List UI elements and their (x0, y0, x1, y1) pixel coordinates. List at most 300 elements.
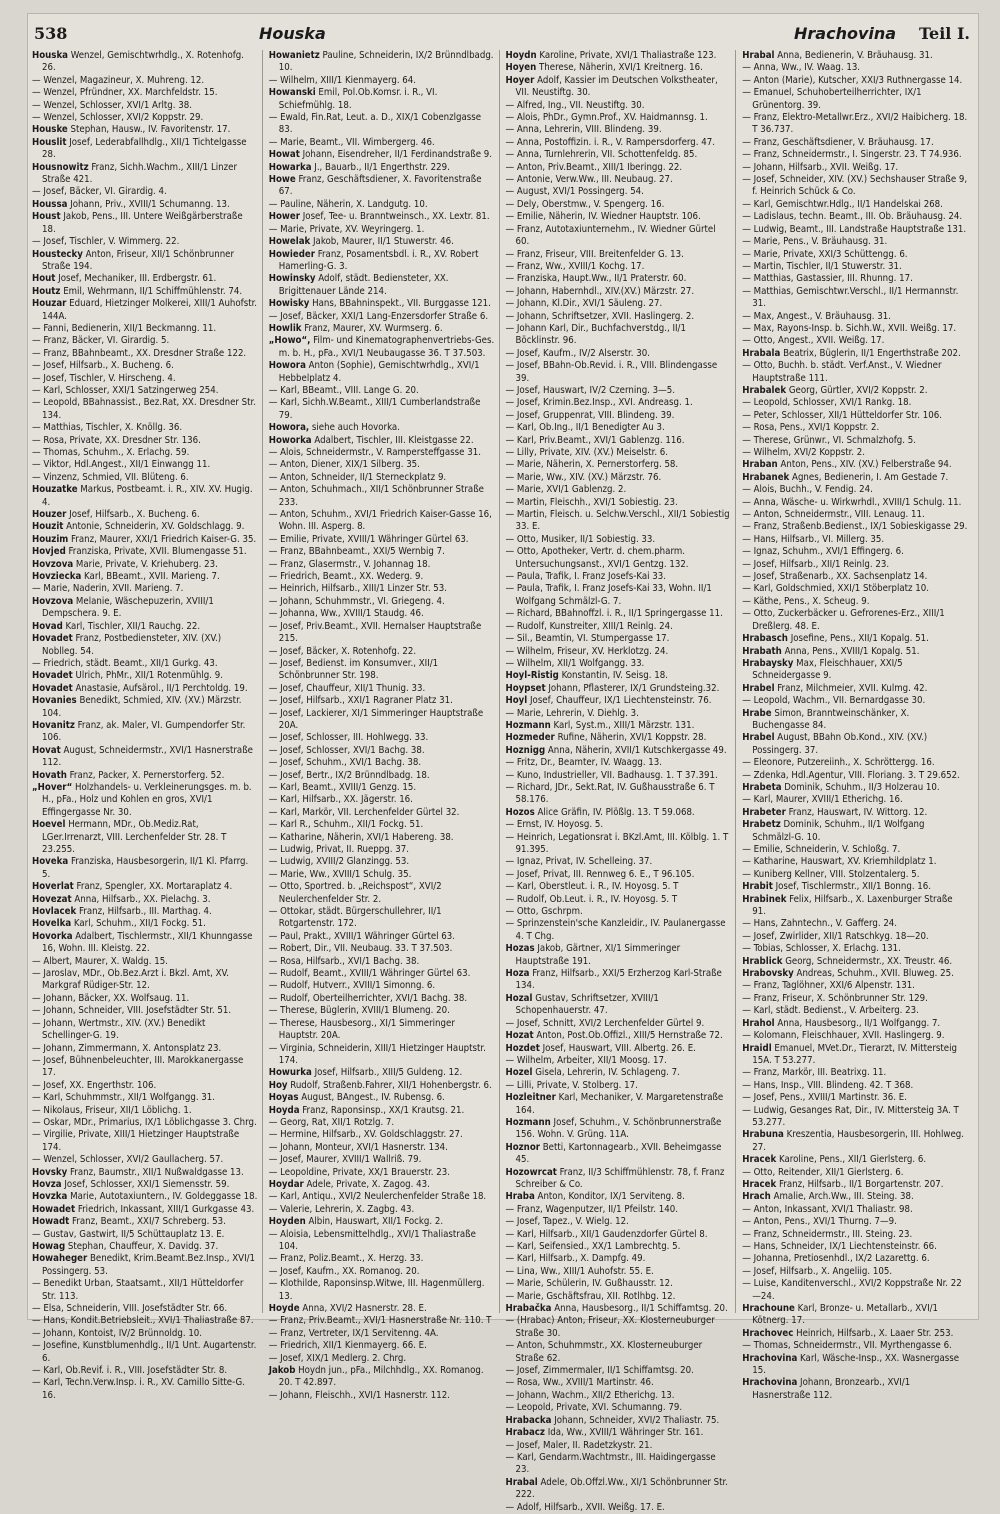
right-running-head: Hrachovina (794, 24, 897, 43)
column-1 (32, 50, 263, 1401)
directory-entry: — Fanni, Bedienerin, XII/1 Beckmanng. 11. (32, 322, 217, 334)
directory-entry: Hovanitz Franz, ak. Maler, VI. Gumpendorfer Str. 106. (32, 719, 246, 744)
directory-entry: — Lina, Ww., XIII/1 Auhofstr. 55. E. (505, 1265, 654, 1277)
entry-surname: Hoyas (268, 1092, 299, 1104)
directory-entry: — Aloisia, Lebensmittelhdlg., XVI/1 Thaliastraße 104. (268, 1228, 476, 1252)
directory-entry: Howorka Adalbert, Tischler, III. Kleistgasse 22. (268, 434, 474, 446)
directory-entry: Hovorka Adalbert, Tischlermstr., XII/1 Khunngasse 16, Wohn. III. Kleistg. 22. (32, 930, 253, 955)
entry-surname: Hozowrcat (505, 1166, 557, 1178)
directory-entry: — Friedrich, XII/1 Kienmayerg. 66. E. (268, 1340, 427, 1352)
directory-entry: Howlik Franz, Maurer, XV. Wurmserg. 6. (268, 322, 443, 334)
directory-entry: Hovadet Anastasie, Aufsärol., II/1 Perchtoldg. 19. (32, 682, 248, 694)
directory-entry: — Therese, Grünwr., VI. Schmalzhofg. 5. (742, 434, 916, 446)
directory-entry: — Oskar, MDr., Primarius, IX/1 Löblichgasse 3. Chrg. (32, 1116, 257, 1128)
entry-surname: Hrahol (742, 1017, 775, 1029)
entry-surname: Howanietz (268, 50, 320, 61)
directory-entry: — Franz, Wagenputzer, II/1 Pfeilstr. 140. (505, 1203, 678, 1215)
directory-entry: Howinsky Adolf, städt. Bediensteter, XX. Brigittenauer Lände 214. (268, 273, 449, 297)
directory-entry: — Wenzel, Schlosser, XVI/2 Koppstr. 29. (32, 112, 204, 124)
entry-surname: Howanski (268, 87, 316, 99)
entry-surname: Hrachovec (742, 1327, 794, 1339)
directory-entry: Hovzka Marie, Autotaxiuntern., IV. Goldeggasse 18. (32, 1191, 258, 1203)
directory-entry: — Josef, Kaufm., IV/2 Alserstr. 30. (505, 347, 650, 359)
entry-surname: Howora (268, 360, 306, 372)
entry-surname: Hrabeter (742, 806, 786, 818)
directory-entry: — Josef, Straßenarb., XX. Sachsenplatz 14. (742, 571, 928, 583)
directory-entry: — Johann, Wachm., XII/2 Etherichg. 13. (505, 1389, 675, 1401)
entry-surname: Hrablick (742, 955, 783, 967)
directory-entry: — Leopold, Wachm., VII. Bernardgasse 30. (742, 695, 926, 707)
directory-entry: Hoyen Therese, Näherin, XVI/1 Kreitnerg. 16. (505, 62, 703, 74)
entry-surname: Hrabe (742, 707, 772, 719)
directory-entry: — Martin, Fleischh., XVI/1 Sobiestig. 23. (505, 496, 678, 508)
directory-page (28, 14, 978, 1513)
directory-entry: — Ewald, Fin.Rat, Leut. a. D., XIX/1 Cobenzlgasse 83. (268, 112, 482, 136)
entry-surname: Hrachovina (742, 1377, 798, 1389)
directory-entry: Hozel Gisela, Lehrerin, IV. Schlageng. 7. (505, 1067, 680, 1079)
directory-entry: — Karl, Antiqu., XVI/2 Neulerchenfelder Straße 18. (268, 1191, 487, 1203)
directory-entry: — Käthe, Pens., X. Scheug. 9. (742, 595, 870, 607)
directory-entry: Houska Wenzel, Gemischtwrhdlg., X. Rotenhofg. 26. (32, 50, 245, 74)
directory-entry: — Karl, Seifensied., XX/1 Lambrechtg. 5. (505, 1241, 681, 1252)
directory-entry: — Rudolf, Kunstreiter, XIII/1 Reinlg. 24. (505, 620, 673, 632)
column-2 (268, 50, 500, 1401)
directory-entry: — Anna, Lehrerin, VIII. Blindeng. 39. (505, 124, 662, 136)
directory-entry: — Valerie, Lehrerin, X. Zagbg. 43. (268, 1203, 415, 1215)
directory-entry: — Marie, Gschäftsfrau, XII. Rotlhbg. 12. (505, 1290, 676, 1302)
directory-entry: — Ludwig, XVIII/2 Glanzingg. 53. (268, 856, 410, 868)
directory-entry: — Anton, Schuhmmstr., XX. Klosterneuburger Straße 62. (505, 1340, 703, 1364)
directory-entry: — Karl, Gemischtwr.Hdlg., II/1 Handelskai 268. (742, 198, 943, 210)
directory-entry: — Josef, Hauswart, IV/2 Czerning. 3—5. (505, 384, 676, 396)
entry-surname: Hovza (32, 1178, 62, 1190)
entry-surname: Hozmann (505, 1116, 551, 1128)
entry-surname: Hrabuna (742, 1129, 784, 1141)
directory-entry: Hozmeder Rufine, Näherin, XVI/1 Koppstr. 28. (505, 732, 707, 744)
directory-entry: — Eleonore, Putzereiinh., X. Schröttergg. 16. (742, 757, 935, 769)
entry-surname: Hovat (32, 744, 61, 756)
entry-surname: Houstecky (32, 248, 83, 260)
directory-entry: — Emilie, Private, XVIII/1 Währinger Gürtel 63. (268, 533, 469, 545)
directory-entry: — Josef, Tapez., V. Wielg. 12. (505, 1216, 629, 1228)
directory-entry: — Friedrich, städt. Beamt., XII/1 Gurkg. 43. (32, 657, 218, 669)
directory-entry: Hoznor Betti, Kartonnagearb., XVII. Beheimgasse 45. (505, 1141, 722, 1166)
entry-surname: „Hover“ (32, 781, 73, 793)
directory-entry: — Anton, Pens., XVI/1 Thurng. 7—9. (742, 1216, 897, 1228)
directory-entry: — Karl, Ob.Ing., II/1 Benedigter Au 3. (505, 422, 665, 434)
entry-surname: Hozal (505, 992, 533, 1004)
entry-surname: Hovsky (32, 1166, 68, 1178)
directory-entry: — Rosa, Pens., XVI/1 Koppstr. 2. (742, 422, 880, 434)
directory-entry: — Leopold, Schlosser, XVI/1 Rankg. 18. (742, 397, 912, 409)
directory-entry: Hovadet Ulrich, PhMr., XII/1 Rotenmühlg. 9. (32, 670, 223, 682)
entry-surname: Hozas (505, 943, 535, 955)
entry-surname: Houzit (32, 521, 64, 533)
directory-entry: — Heinrich, Legationsrat i. BKzl.Amt, III. Kölblg. 1. T 91.395. (505, 831, 729, 855)
directory-entry: — Franz, Autotaxiunternehm., IV. Wiedner Gürtel 60. (505, 223, 716, 248)
entry-surname: Hraba (505, 1191, 535, 1203)
directory-entry: — Anton, Schneider, II/1 Sterneckplatz 9. (268, 471, 447, 483)
entry-surname: Hoyde (268, 1303, 300, 1315)
directory-entry: — Franz, Schneidermstr., I. Singerstr. 23. T 74.936. (742, 149, 962, 161)
entry-surname: Hrabel (742, 682, 775, 694)
directory-entry: — Otto, Musiker, II/1 Sobiestig. 33. (505, 533, 656, 545)
directory-entry: — Franz, Poliz.Beamt., X. Herzg. 33. (268, 1253, 424, 1265)
directory-entry: Hovath Franz, Packer, X. Pernerstorferg. 52. (32, 769, 225, 781)
directory-entry: — Viktor, Hdl.Angest., XII/1 Einwangg 11. (32, 459, 211, 471)
directory-entry: Howadet Friedrich, Inkassant, XIII/1 Gurkgasse 43. (32, 1203, 255, 1215)
directory-entry: — (Hrabac) Anton, Friseur, XX. Klosterneuburger Straße 30. (505, 1315, 715, 1339)
directory-entry: — Thomas, Schuhm., X. Erlachg. 59. (32, 447, 190, 458)
entry-surname: Hoyda (268, 1104, 300, 1116)
directory-entry: — Johann, Fleischh., XVI/1 Hasnerstr. 112. (268, 1389, 450, 1401)
entry-surname: Hracek (742, 1178, 777, 1190)
directory-entry: — Josef, Hilfsarb., XII/1 Reinlg. 23. (742, 558, 890, 570)
directory-entry: Houssa Johann, Priv., XVIII/1 Schumanng. 13. (32, 198, 230, 210)
entry-surname: Hovzka (32, 1191, 68, 1203)
entry-surname: Howieder (268, 248, 315, 260)
directory-entry: Hracek Karoline, Pens., XII/1 Gierlsterg. 6. (742, 1154, 927, 1166)
directory-entry: — Anna, Turnlehrerin, VII. Schottenfeldg. 85. (505, 149, 698, 161)
directory-entry: — Richard, BBahnoffzl. i. R., II/1 Springergasse 11. (505, 608, 723, 620)
directory-entry: Howora Anton (Sophie), Gemischtwrhdlg., XVI/1 Hebbelplatz 4. (268, 360, 480, 384)
directory-entry: — Ernst, IV. Hoyosg. 5. (505, 819, 604, 831)
entry-surname: Hovzova (32, 558, 74, 570)
directory-entry: Hrabovsky Andreas, Schuhm., XVII. Bluweg. 25. (742, 968, 954, 980)
directory-entry: — Ludwig, Beamt., III. Landstraße Hauptstraße 131. (742, 223, 967, 235)
entry-surname: Hovadet (32, 682, 73, 694)
directory-entry: — Leopoldine, Private, XX/1 Brauerstr. 23. (268, 1166, 450, 1178)
directory-entry: — Nikolaus, Friseur, XII/1 Löblichg. 1. (32, 1104, 192, 1116)
directory-entry: — Karl, Oberstleut. i. R., IV. Hoyosg. 5. T (505, 881, 679, 893)
entry-surname: Hrachovina (742, 1352, 798, 1364)
directory-entry: Hrachovina Johann, Bronzearb., XVI/1 Hasnerstraße 112. (742, 1377, 911, 1401)
directory-entry: Hoy Rudolf, Straßenb.Fahrer, XII/1 Hohenbergstr. 6. (268, 1079, 492, 1091)
directory-entry: — Josef, Bedienst. im Konsumver., XII/1 Schönbrunner Str. 198. (268, 657, 439, 682)
directory-entry: — Ignaz, Schuhm., XVI/1 Effingerg. 6. (742, 546, 904, 558)
directory-entry: — Josef, Zwirlider, XII/1 Ratschkyg. 18—20. (742, 930, 929, 942)
directory-entry: — Franz, BBahnbeamt., XX. Dresdner Straße 122. (32, 347, 247, 359)
directory-entry: Hrabal Adele, Ob.Offzl.Ww., XI/1 Schönbrunner Str. 222. (505, 1476, 728, 1501)
directory-entry: Hoyl Josef, Chauffeur, IX/1 Liechtensteinstr. 76. (505, 695, 712, 707)
entry-surname: Hovorka (32, 930, 73, 942)
entry-surname: Hoza (505, 968, 530, 980)
entry-surname: Hrabacz (505, 1427, 545, 1439)
directory-entry: — Luise, Kanditenverschl., XVI/2 Koppstraße Nr. 22—24. (742, 1278, 962, 1302)
directory-entry: Hrabeta Dominik, Schuhm., II/3 Holzerau 10. (742, 781, 940, 793)
directory-entry: — Emanuel, Schuhoberteilherrichter, IX/1 Grünentorg. 39. (742, 87, 922, 111)
directory-entry: — Otto, Gschrpm. (505, 906, 583, 918)
entry-surname: Hrabačka (505, 1303, 552, 1315)
directory-entry: — Johann, Zimmermann, X. Antonsplatz 23. (32, 1042, 222, 1054)
entry-surname: Houzer (32, 509, 67, 521)
directory-entry: — Johann, Hilfsarb., XVII. Weißg. 17. (742, 161, 899, 173)
directory-entry: Hrabala Beatrix, Büglerin, II/1 Engerthstraße 202. (742, 347, 961, 359)
directory-entry: — Karl, Ob.Revif. i. R., VIII. Josefstädter Str. 8. (32, 1365, 228, 1377)
directory-entry: — Josef, Privat, III. Rennweg 6. E., T 96.105. (505, 868, 695, 880)
directory-entry: — Josef, XIX/1 Medlerg. 2. Chrg. (268, 1352, 407, 1364)
directory-entry: — Josef, Bühnenbeleuchter, III. Marokkanergasse 17. (32, 1054, 244, 1079)
directory-entry: — Johann, Kontoist, IV/2 Brünnoldg. 10. (32, 1327, 203, 1339)
entry-surname: Howurka (268, 1067, 312, 1079)
directory-entry: — Rudolf, Oberteilherrichter, XVI/1 Bachg. 38. (268, 992, 468, 1004)
directory-entry: Howag Stephan, Chauffeur, X. Davidg. 37. (32, 1241, 219, 1252)
entry-surname: Hrabal (742, 50, 775, 61)
directory-entry: — Josef, Bertr., IX/2 Brünndlbadg. 18. (268, 769, 430, 781)
directory-entry: — Marie, XVI/1 Gablenzg. 2. (505, 484, 627, 496)
entry-surname: Hraidl (742, 1042, 772, 1054)
directory-entry: Howadt Franz, Beamt., XXI/7 Schreberg. 53. (32, 1216, 226, 1228)
directory-entry: Hoyer Adolf, Kassier im Deutschen Volkstheater, VII. Neustiftg. 30. (505, 74, 718, 99)
directory-entry: — Wenzel, Magazineur, X. Muhreng. 12. (32, 74, 205, 86)
entry-surname: Hovjed (32, 546, 66, 558)
directory-entry: — Ignaz, Privat, IV. Schelleing. 37. (505, 856, 653, 868)
directory-entry: Howurka Josef, Hilfsarb., XIII/5 Guldeng. 12. (268, 1067, 463, 1079)
directory-entry: Howanietz Pauline, Schneiderin, IX/2 Brünndlbadg. 10. (268, 50, 494, 74)
directory-entry: Hraba Anton, Konditor, IX/1 Serviteng. 8. (505, 1191, 685, 1203)
entry-surname: Hrabovsky (742, 968, 794, 980)
entry-surname: Hrabasch (742, 633, 788, 645)
directory-entry: Hovzova Melanie, Wäschepuzerin, XVIII/1 Dempschera. 9. E. (32, 595, 214, 620)
entry-surname: Howelak (268, 236, 311, 248)
directory-entry: — Jaroslav, MDr., Ob.Bez.Arzt i. Bkzl. Amt, XV. Markgraf Rüdiger-Str. 12. (32, 968, 229, 992)
directory-entry: — Josef, Schlosser, XVI/1 Bachg. 38. (268, 744, 425, 756)
directory-entry: — Franz, Bäcker, VI. Girardig. 5. (32, 335, 170, 347)
page-number: 538 (34, 24, 68, 43)
directory-entry: — Ottokar, städt. Bürgerschullehrer, II/1 Rotgartenstr. 172. (268, 906, 442, 930)
directory-entry: Hrabanek Agnes, Bedienerin, I. Am Gestade 7. (742, 471, 949, 483)
directory-entry: — Ludwig, Privat, II. Rueppg. 37. (268, 844, 409, 855)
directory-entry: „Hover“ Holzhandels- u. Verkleinerungsges. m. b. H., pFa., Holz und Kohlen en gros, XVI/1 Effingergasse Nr. 30. (32, 781, 252, 818)
directory-entry: — Rudolf, Hutverr., XVIII/1 Simonng. 6. (268, 980, 436, 992)
directory-entry: — Ladislaus, techn. Beamt., III. Ob. Bräuhausg. 24. (742, 211, 963, 223)
directory-entry: Hout Josef, Mechaniker, III. Erdbergstr. 61. (32, 273, 217, 285)
directory-entry: — Josef, Gruppenrat, VIII. Blindeng. 39. (505, 409, 675, 421)
directory-entry: — Rudolf, Beamt., XVIII/1 Währinger Gürtel 63. (268, 968, 471, 980)
entry-surname: Hovlacek (32, 906, 77, 918)
directory-entry: Hoydar Adele, Private, X. Zagog. 43. (268, 1178, 430, 1190)
directory-entry: Hozal Gustav, Schriftsetzer, XVIII/1 Schopenhauerstr. 47. (505, 992, 659, 1017)
directory-entry: — Katharine, Hauswart, XV. Kriemhildplatz 1. (742, 856, 937, 868)
entry-surname: Hrabal (505, 1476, 538, 1488)
directory-entry: Hrabaysky Max, Fleischhauer, XXI/5 Schneidergasse 9. (742, 657, 903, 682)
entry-surname: Hrabit (742, 881, 773, 893)
directory-entry: — Josef, XX. Engerthstr. 106. (32, 1079, 157, 1091)
directory-entry: — Franz, Straßenb.Bedienst., IX/1 Sobieskigasse 29. (742, 521, 968, 533)
directory-entry: — Josef, Bäcker, VI. Girardig. 4. (32, 186, 167, 198)
directory-entry: — Josef, Schuhm., XVI/1 Bachg. 38. (268, 757, 422, 769)
entry-surname: Hovanitz (32, 719, 75, 731)
entry-surname: Hovanies (32, 695, 77, 707)
directory-entry: — Martin, Fleisch. u. Selchw.Verschl., XII/1 Sobiestig 33. E. (505, 509, 730, 533)
directory-entry: — Josef, Bäcker, XXI/1 Lang-Enzersdorfer Straße 6. (268, 310, 489, 322)
directory-entry: — Matthias, Tischler, X. Knöllg. 36. (32, 422, 183, 434)
directory-entry: Houzim Franz, Maurer, XXI/1 Friedrich Kaiser-G. 35. (32, 533, 257, 545)
directory-entry: — Karl, Goldschmied, XXI/1 Stöberplatz 10. (742, 583, 930, 595)
part-label: Teil I. (918, 24, 970, 43)
directory-entry: — Otto, Buchh. b. städt. Verf.Anst., V. Wiedner Hauptstraße 111. (742, 360, 942, 384)
directory-entry: — Matthias, Gemischtwr.Verschl., II/1 Hermannstr. 31. (742, 285, 959, 310)
directory-entry: — Marie, Naderin, XVII. Marieng. 7. (32, 583, 184, 595)
entry-surname: Houssa (32, 198, 68, 210)
directory-entry: — Franz, Friseur, X. Schönbrunner Str. 129. (742, 992, 928, 1004)
entry-surname: Hozat (505, 1030, 534, 1042)
entry-surname: Hoyer (505, 74, 535, 86)
directory-entry: — Josef, Schneider, XIV. (XV.) Sechshauser Straße 9, f. Heinrich Schück & Co. (742, 174, 968, 198)
directory-entry: — Elsa, Schneiderin, VIII. Josefstädter Str. 66. (32, 1303, 228, 1315)
directory-entry: — Wilhelm, XII/1 Wolfgangg. 33. (505, 657, 645, 669)
directory-entry: — Benedikt Urban, Staatsamt., XII/1 Hütteldorfer Str. 113. (32, 1278, 244, 1302)
directory-entry: — Johann, Wertmstr., XIV. (XV.) Benedikt Schellinger-G. 19. (32, 1017, 206, 1042)
directory-entry: — Anton, Schuhmach., XII/1 Schönbrunner Straße 233. (268, 484, 484, 508)
entry-surname: Howlik (268, 322, 302, 334)
entry-surname: Jakob (268, 1365, 296, 1377)
directory-entry: — Johanna, Ww., XVIII/1 Staudg. 46. (268, 608, 424, 620)
directory-entry: — Karl, Hilfsarb., X. Dampfg. 49. (505, 1253, 646, 1265)
directory-entry: — Alois, Buchh., V. Fendig. 24. (742, 484, 873, 496)
entry-surname: Houzar (32, 298, 67, 310)
directory-entry: Howat Johann, Eisendreher, II/1 Ferdinandstraße 9. (268, 149, 493, 161)
directory-entry: Hrabuna Kreszentia, Hausbesorgerin, III. Hohlweg. 27. (742, 1129, 964, 1153)
directory-entry: Hrabacka Johann, Schneider, XVI/2 Thaliastr. 75. (505, 1414, 720, 1426)
directory-entry: — Johann, Bäcker, XX. Wolfsaug. 11. (32, 992, 190, 1004)
directory-entry: — Fritz, Dr., Beamter, IV. Waagg. 13. (505, 757, 663, 769)
directory-entry: Howisky Hans, BBahninspekt., VII. Burggasse 121. (268, 298, 491, 310)
directory-entry: Hoydn Karoline, Private, XVI/1 Thaliastraße 123. (505, 50, 717, 61)
directory-entry: — Josef, Chauffeur, XII/1 Thunig. 33. (268, 682, 426, 694)
directory-entry: — Johann, Habernhdl., XIV.(XV.) Märzstr. 27. (505, 285, 695, 297)
entry-surname: Howorka (268, 434, 312, 446)
directory-entry: — Karl, Beamt., XVIII/1 Genzg. 15. (268, 781, 417, 793)
directory-entry: Hovzova Marie, Private, V. Kriehuberg. 23. (32, 558, 218, 570)
directory-entry: — Vinzenz, Schmied, VII. Blüteng. 6. (32, 471, 189, 483)
directory-entry: Hrabinek Felix, Hilfsarb., X. Laxenburger Straße 91. (742, 893, 953, 918)
directory-entry: — Therese, Büglerin, XVIII/1 Blumeng. 20. (268, 1005, 450, 1017)
directory-entry: — Hans, Schneider, IX/1 Liechtensteinstr. 66. (742, 1241, 937, 1252)
directory-entry: Hovlacek Franz, Hilfsarb., III. Marthag. 4. (32, 906, 212, 918)
entry-surname: Howag (32, 1241, 66, 1252)
directory-entry: Howarka J., Bauarb., II/1 Engerthstr. 229. (268, 161, 450, 173)
directory-entry: Hovat August, Schneidermstr., XVI/1 Hasnerstraße 112. (32, 744, 253, 769)
directory-entry: — Emilie, Schneiderin, V. Schloßg. 7. (742, 844, 901, 855)
directory-entry: Houzar Eduard, Hietzinger Molkerei, XIII/1 Auhofstr. 144A. (32, 298, 257, 322)
directory-entry: Hrach Amalie, Arch.Ww., III. Steing. 38. (742, 1191, 914, 1203)
directory-entry: — Kolomann, Fleischhauer, XVII. Haslingerg. 9. (742, 1030, 945, 1042)
entry-surname: Howat (268, 149, 300, 161)
left-running-head: Houska (259, 24, 326, 43)
directory-entry: — Virginia, Schneiderin, XIII/1 Hietzinger Hauptstr. 174. (268, 1042, 486, 1066)
entry-surname: Houtz (32, 285, 61, 297)
directory-entry: — Josef, Tischler, V. Hirscheng. 4. (32, 372, 176, 384)
directory-entry: — Sprinzenstein'sche Kanzleidir., IV. Paulanergasse 4. T Chg. (505, 918, 726, 942)
directory-entry: — Josef, Krimin.Bez.Insp., XVI. Andreasg. 1. (505, 397, 693, 409)
entry-surname: Houske (32, 124, 68, 136)
entry-surname: Hrabath (742, 645, 782, 657)
directory-entry: Hovsky Franz, Baumstr., XII/1 Nußwaldgasse 13. (32, 1166, 244, 1178)
entry-surname: Howadt (32, 1216, 70, 1228)
directory-entry: — Otto, Sportred. b. „Reichspost“, XVI/2 Neulerchenfelder Str. 2. (268, 881, 442, 905)
directory-entry: — Josef, Schnitt, XVI/2 Lerchenfelder Gürtel 9. (505, 1017, 705, 1029)
entry-surname: Hoverlat (32, 881, 74, 893)
directory-entry: — Dely, Oberstmw., V. Spengerg. 16. (505, 198, 665, 210)
entry-surname: Hovad (32, 620, 63, 632)
entry-surname: Hozel (505, 1067, 533, 1079)
directory-entry: Hrachoune Karl, Bronze- u. Metallarb., XVI/1 Kötnerg. 17. (742, 1303, 939, 1327)
directory-entry: — Karl, Techn.Verw.Insp. i. R., XV. Camillo Sitte-G. 16. (32, 1377, 245, 1401)
directory-entry: — Karl, BBeamt., VIII. Lange G. 20. (268, 384, 419, 396)
directory-entry: — Johann, Kl.Dir., XVI/1 Säuleng. 27. (505, 298, 663, 310)
directory-entry: — Leopold, Private, XVI. Schumanng. 79. (505, 1402, 683, 1414)
directory-entry: — Marie, Näherin, X. Pernerstorferg. 58. (505, 459, 679, 471)
entry-surname: Hovadet (32, 633, 73, 645)
directory-entry: — Tobias, Schlosser, X. Erlachg. 131. (742, 943, 901, 955)
directory-entry: — Wilhelm, Arbeiter, XII/1 Moosg. 17. (505, 1054, 667, 1066)
directory-entry: — Marie, Schülerin, IV. Gußhausstr. 12. (505, 1278, 673, 1290)
directory-entry: — Johann, Schneider, VIII. Josefstädter Str. 51. (32, 1005, 232, 1017)
directory-entry: — Franz, Schneidermstr., III. Steing. 23. (742, 1228, 913, 1240)
directory-entry: Hrabetz Dominik, Schuhm., II/1 Wolfgang Schmälzl-G. 10. (742, 819, 925, 843)
directory-entry: Hoza Franz, Hilfsarb., XXI/5 Erzherzog Karl-Straße 134. (505, 968, 722, 992)
directory-entry: — Virgilie, Private, XIII/1 Hietzinger Hauptstraße 174. (32, 1129, 240, 1153)
directory-entry: — Josef, Lackierer, XI/1 Simmeringer Hauptstraße 20A. (268, 707, 484, 731)
entry-surname: Hrabetz (742, 819, 781, 831)
directory-entry: — Johanna, Pretiosenhdl., IX/2 Lazarettg. 6. (742, 1253, 930, 1265)
directory-entry: Howe Franz, Geschäftsdiener, X. Favoritenstraße 67. (268, 174, 482, 198)
entry-surname: Hoznigg (505, 744, 546, 756)
entry-surname: Hoydar (268, 1178, 304, 1190)
directory-entry: Hrabel August, BBahn Ob.Kond., XIV. (XV.) Possingerg. 37. (742, 732, 928, 756)
directory-entry: Hrabasch Josefine, Pens., XII/1 Kopalg. 51. (742, 633, 929, 645)
entry-surname: Howisky (268, 298, 310, 310)
directory-entry: Houtz Emil, Wehrmann, II/1 Schiffmühlenstr. 74. (32, 285, 243, 297)
directory-entry: — Karl, Priv.Beamt., XVI/1 Gablenzg. 116. (505, 434, 685, 446)
directory-entry: Howora, siehe auch Hovorka. (268, 422, 400, 434)
directory-entry: — Franz, Ww., XVIII/1 Kochg. 17. (505, 260, 645, 272)
column-4 (742, 50, 972, 1401)
directory-entry: — Josef, Hilfsarb., X. Angeliig. 105. (742, 1265, 893, 1277)
directory-entry: Howieder Franz, Posamentsbdl. i. R., XV. Robert Hamerling-G. 3. (268, 248, 479, 272)
directory-entry: — Sil., Beamtin, VI. Stumpergasse 17. (505, 633, 670, 645)
directory-entry: Hovezat Anna, Hilfsarb., XX. Pielachg. 3. (32, 893, 211, 905)
directory-entry: Houzer Josef, Hilfsarb., X. Bucheng. 6. (32, 509, 200, 521)
directory-entry: Hrabal Anna, Bedienerin, V. Bräuhausg. 31. (742, 50, 933, 61)
directory-entry: Houzit Antonie, Schneiderin, XV. Goldschlagg. 9. (32, 521, 245, 533)
directory-entry: — Franz, Geschäftsdiener, V. Bräuhausg. 17. (742, 136, 934, 148)
entry-surname: Hovelka (32, 918, 72, 930)
directory-entry: — Anton, Priv.Beamt., XIII/1 Iberingg. 22. (505, 161, 683, 173)
directory-entry: Hovjed Franziska, Private, XVII. Blumengasse 51. (32, 546, 247, 558)
directory-entry: — Anton, Diener, XIX/1 Silberg. 35. (268, 459, 420, 471)
entry-surname: Hoypset (505, 682, 546, 694)
directory-entry: — Karl, städt. Bedienst., V. Arbeiterg. 23. (742, 1005, 919, 1017)
directory-entry: Hrahol Anna, Hausbesorg., II/1 Wolfgangg. 7. (742, 1017, 941, 1029)
directory-entry: — Heinrich, Hilfsarb., XIII/1 Linzer Str. 53. (268, 583, 448, 595)
directory-entry: — Hans, Kondit.Betriebsleit., XVI/1 Thaliastraße 87. (32, 1315, 254, 1327)
page-header (34, 20, 970, 46)
directory-entry: — Anton, Schuhm., XVI/1 Friedrich Kaiser-Gasse 16, Wohn. III. Asperg. 8. (268, 509, 492, 533)
directory-entry: Hoznigg Anna, Näherin, XVII/1 Kutschkergasse 49. (505, 744, 727, 756)
directory-entry: Hraidl Emanuel, MVet.Dr., Tierarzt, IV. Mittersteig 15A. T 53.277. (742, 1042, 957, 1066)
directory-entry: — Anna, Wäsche- u. Wirkwrhdl., XVIII/1 Schulg. 11. (742, 496, 962, 508)
entry-surname: Hoy (268, 1079, 288, 1091)
directory-entry: — Wilhelm, XVI/2 Koppstr. 2. (742, 447, 865, 458)
directory-entry: Hozmann Josef, Schuhm., V. Schönbrunnerstraße 156. Wohn. V. Grüng. 11A. (505, 1116, 722, 1141)
directory-entry: — Franz, Taglöhner, XXI/6 Alpenstr. 131. (742, 980, 915, 992)
directory-entry: Houst Jakob, Pens., III. Untere Weißgärberstraße 18. (32, 211, 243, 235)
entry-surname: Hoznor (505, 1141, 541, 1153)
directory-entry: — Franz, Vertreter, IX/1 Servitenng. 4A. (268, 1327, 439, 1339)
entry-surname: Hraban (742, 459, 778, 471)
